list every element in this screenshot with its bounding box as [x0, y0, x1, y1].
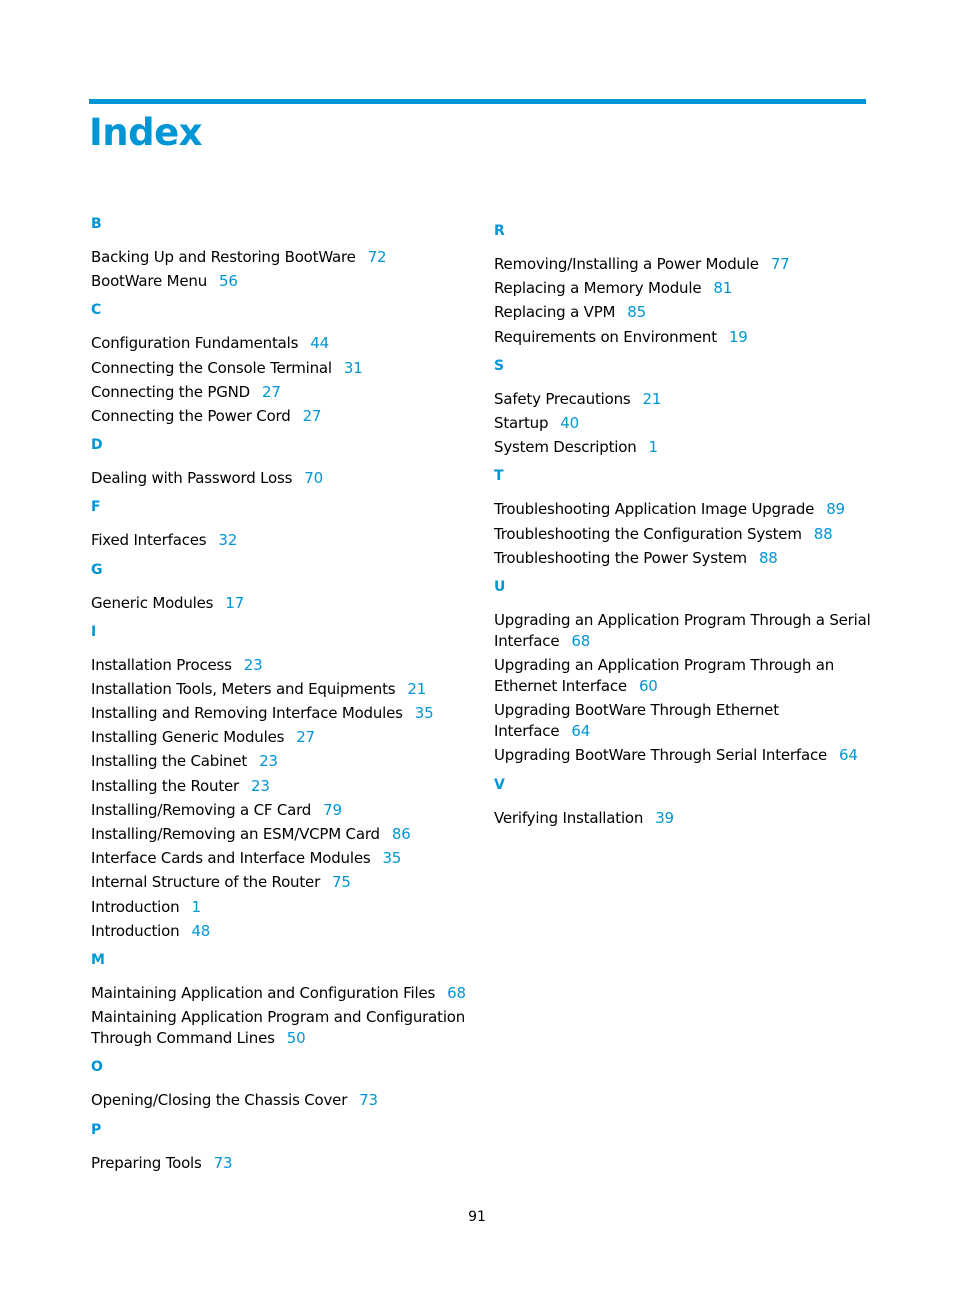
- entry-text: BootWare Menu: [91, 272, 208, 291]
- entry-text: Introduction: [91, 921, 180, 940]
- index-section-m: [91, 950, 471, 1057]
- entry-text: Installing the Router: [91, 776, 240, 795]
- entry-text: Dealing with Password Loss: [91, 469, 293, 488]
- section-letter: R: [494, 223, 505, 239]
- entry-text: Troubleshooting the Power System: [494, 548, 747, 567]
- entry-page-link[interactable]: 27: [302, 406, 322, 425]
- section-spacer: [91, 1177, 471, 1182]
- index-section-s: [494, 356, 874, 467]
- entry-text: Troubleshooting the Configuration System: [494, 524, 802, 543]
- entry-text: Installing/Removing a CF Card: [91, 800, 312, 819]
- entry-text: Internal Structure of the Router: [91, 873, 321, 892]
- entry-page-link[interactable]: 40: [560, 413, 579, 432]
- entry-page-link[interactable]: 73: [213, 1153, 233, 1172]
- entry-page-link[interactable]: 64: [571, 722, 591, 741]
- entry-text: Connecting the Power Cord: [91, 406, 291, 425]
- entry-text: Troubleshooting Application Image Upgrade: [494, 500, 815, 519]
- section-letter: O: [91, 1059, 103, 1076]
- entry-page-link[interactable]: 35: [414, 704, 434, 723]
- section-letter: P: [91, 1121, 102, 1138]
- section-letter: G: [91, 561, 103, 578]
- index-entry[interactable]: [91, 593, 471, 614]
- entry-text: Interface Cards and Interface Modules: [91, 849, 371, 868]
- entry-text: Opening/Closing the Chassis Cover: [91, 1091, 348, 1110]
- index-entry[interactable]: [91, 848, 471, 869]
- entry-page-link[interactable]: 88: [758, 548, 778, 567]
- index-entry[interactable]: [494, 327, 874, 348]
- entry-page-link[interactable]: 23: [243, 655, 263, 674]
- entry-text: Upgrading BootWare Through Ethernet Interface: [494, 701, 779, 741]
- entry-page-link[interactable]: 50: [286, 1029, 306, 1048]
- index-entry[interactable]: [494, 700, 874, 742]
- index-entry[interactable]: [91, 1090, 471, 1111]
- entry-page-link[interactable]: 70: [304, 469, 323, 488]
- index-entry[interactable]: [494, 413, 874, 434]
- title-rule: [89, 99, 866, 104]
- index-section-c: [91, 300, 471, 435]
- entry-page-link[interactable]: 1: [191, 897, 201, 916]
- entry-text: System Description: [494, 438, 637, 457]
- index-entry[interactable]: [91, 1153, 471, 1174]
- section-letter: S: [494, 357, 505, 374]
- index-section-v: [494, 775, 874, 837]
- entry-text: Upgrading an Application Program Through a Serial Interface: [494, 610, 871, 650]
- index-entry[interactable]: [494, 548, 874, 569]
- index-entry[interactable]: [91, 800, 471, 821]
- entry-text: Fixed Interfaces: [91, 531, 207, 550]
- entry-text: Introduction: [91, 897, 180, 916]
- index-entry[interactable]: [91, 382, 471, 403]
- entry-page-link[interactable]: 23: [259, 752, 278, 771]
- entry-text: Maintaining Application and Configuration Files: [91, 983, 436, 1002]
- entry-text: Startup: [494, 413, 549, 432]
- index-entry[interactable]: [91, 333, 471, 354]
- index-section-b: [91, 214, 471, 300]
- entry-page-link[interactable]: 48: [191, 921, 211, 940]
- index-entry[interactable]: [494, 499, 874, 520]
- section-letter: T: [494, 468, 504, 485]
- index-entry[interactable]: [91, 1007, 471, 1049]
- section-letter: I: [91, 623, 97, 640]
- index-entry[interactable]: [494, 302, 874, 323]
- entry-text: Configuration Fundamentals: [91, 334, 299, 353]
- index-section-r: [494, 221, 874, 356]
- index-entry[interactable]: [91, 824, 471, 845]
- entry-page-link[interactable]: 21: [407, 679, 427, 698]
- index-entry[interactable]: [494, 278, 874, 299]
- entry-text: Safety Precautions: [494, 389, 631, 408]
- index-entry[interactable]: [91, 530, 471, 551]
- section-letter: C: [91, 302, 102, 319]
- section-letter: U: [494, 578, 506, 595]
- entry-page-link[interactable]: 56: [219, 272, 238, 291]
- section-letter: B: [91, 216, 102, 232]
- entry-text: Upgrading an Application Program Through an Ethernet Interface: [494, 656, 835, 696]
- entry-text: Installing/Removing an ESM/VCPM Card: [91, 825, 380, 843]
- entry-page-link[interactable]: 27: [262, 382, 281, 401]
- index-section-i: [91, 622, 471, 950]
- entry-page-link[interactable]: 88: [813, 524, 833, 543]
- entry-text: Installing and Removing Interface Modules: [91, 704, 403, 723]
- index-entry[interactable]: [494, 389, 874, 410]
- entry-page-link[interactable]: 35: [382, 849, 402, 868]
- index-entry[interactable]: [91, 897, 471, 918]
- entry-page-link[interactable]: 39: [655, 808, 674, 827]
- entry-text: Connecting the Console Terminal: [91, 358, 332, 377]
- index-entry[interactable]: [91, 679, 471, 700]
- entry-page-link[interactable]: 68: [447, 983, 466, 1002]
- entry-page-link[interactable]: 27: [296, 728, 315, 747]
- entry-text: Connecting the PGND: [91, 382, 251, 401]
- entry-text: Upgrading BootWare Through Serial Interface: [494, 746, 828, 765]
- index-entry[interactable]: [494, 610, 874, 652]
- entry-text: Installation Process: [91, 655, 232, 674]
- entry-text: Preparing Tools: [91, 1153, 202, 1172]
- index-section-f: [91, 497, 471, 559]
- index-section-p: [91, 1120, 471, 1182]
- entry-text: Removing/Installing a Power Module: [494, 255, 759, 273]
- entry-page-link[interactable]: 89: [826, 500, 845, 519]
- index-section-t: [494, 466, 874, 577]
- index-section-d: [91, 435, 471, 497]
- entry-page-link[interactable]: 86: [391, 825, 411, 843]
- entry-page-link[interactable]: 31: [343, 358, 363, 377]
- index-entry[interactable]: [494, 808, 874, 829]
- index-entry[interactable]: [91, 921, 471, 942]
- page-number: 91: [468, 1209, 486, 1225]
- section-spacer: [494, 832, 874, 837]
- entry-page-link[interactable]: 23: [251, 776, 270, 795]
- entry-text: Generic Modules: [91, 593, 214, 612]
- entry-page-link[interactable]: 85: [627, 303, 646, 322]
- index-entry[interactable]: [494, 655, 874, 697]
- entry-page-link[interactable]: 68: [571, 631, 591, 650]
- page-title: Index: [89, 111, 203, 154]
- index-column-right: [494, 221, 874, 837]
- entry-text: Replacing a VPM: [494, 303, 616, 322]
- index-entry[interactable]: [91, 703, 471, 724]
- index-entry[interactable]: [91, 271, 471, 292]
- entry-text: Backing Up and Restoring BootWare: [91, 248, 356, 266]
- entry-page-link[interactable]: 81: [713, 279, 733, 298]
- index-entry[interactable]: [91, 776, 471, 797]
- section-letter: M: [91, 951, 105, 968]
- entry-page-link[interactable]: 19: [728, 327, 748, 346]
- entry-page-link[interactable]: 60: [638, 677, 658, 696]
- index-section-o: [91, 1057, 471, 1119]
- entry-text: Installing Generic Modules: [91, 728, 285, 747]
- index-entry[interactable]: [91, 872, 471, 893]
- entry-text: Installation Tools, Meters and Equipments: [91, 679, 396, 698]
- entry-page-link[interactable]: 75: [332, 873, 351, 892]
- section-letter: F: [91, 499, 101, 516]
- entry-page-link[interactable]: 32: [218, 531, 238, 550]
- entry-page-link[interactable]: 1: [648, 438, 658, 457]
- index-entry[interactable]: [91, 247, 471, 268]
- entry-page-link[interactable]: 21: [642, 389, 662, 408]
- index-section-u: [494, 577, 874, 775]
- index-entry[interactable]: [494, 524, 874, 545]
- entry-page-link[interactable]: 17: [225, 593, 244, 612]
- entry-page-link[interactable]: 79: [323, 800, 342, 819]
- entry-text: Verifying Installation: [494, 808, 644, 827]
- entry-text: Replacing a Memory Module: [494, 279, 702, 298]
- index-entry[interactable]: [91, 655, 471, 676]
- section-letter: V: [494, 776, 505, 793]
- entry-page-link[interactable]: 73: [359, 1091, 378, 1110]
- section-letter: D: [91, 437, 103, 454]
- entry-page-link[interactable]: 64: [839, 746, 858, 765]
- entry-page-link[interactable]: 72: [367, 248, 387, 266]
- index-entry[interactable]: [494, 254, 874, 275]
- index-section-g: [91, 560, 471, 622]
- entry-text: Maintaining Application Program and Configuration Through Command Lines: [91, 1008, 466, 1048]
- entry-text: Installing the Cabinet: [91, 752, 248, 771]
- entry-page-link[interactable]: 44: [310, 334, 329, 353]
- entry-text: Requirements on Environment: [494, 327, 717, 346]
- index-column-left: [91, 214, 471, 1182]
- index-entry[interactable]: [91, 358, 471, 379]
- index-entry[interactable]: [494, 437, 874, 458]
- index-entry[interactable]: [91, 983, 471, 1004]
- index-entry[interactable]: [91, 468, 471, 489]
- index-entry[interactable]: [91, 406, 471, 427]
- index-entry[interactable]: [494, 745, 874, 766]
- index-entry[interactable]: [91, 751, 471, 772]
- index-entry[interactable]: [91, 727, 471, 748]
- entry-page-link[interactable]: 77: [770, 255, 790, 273]
